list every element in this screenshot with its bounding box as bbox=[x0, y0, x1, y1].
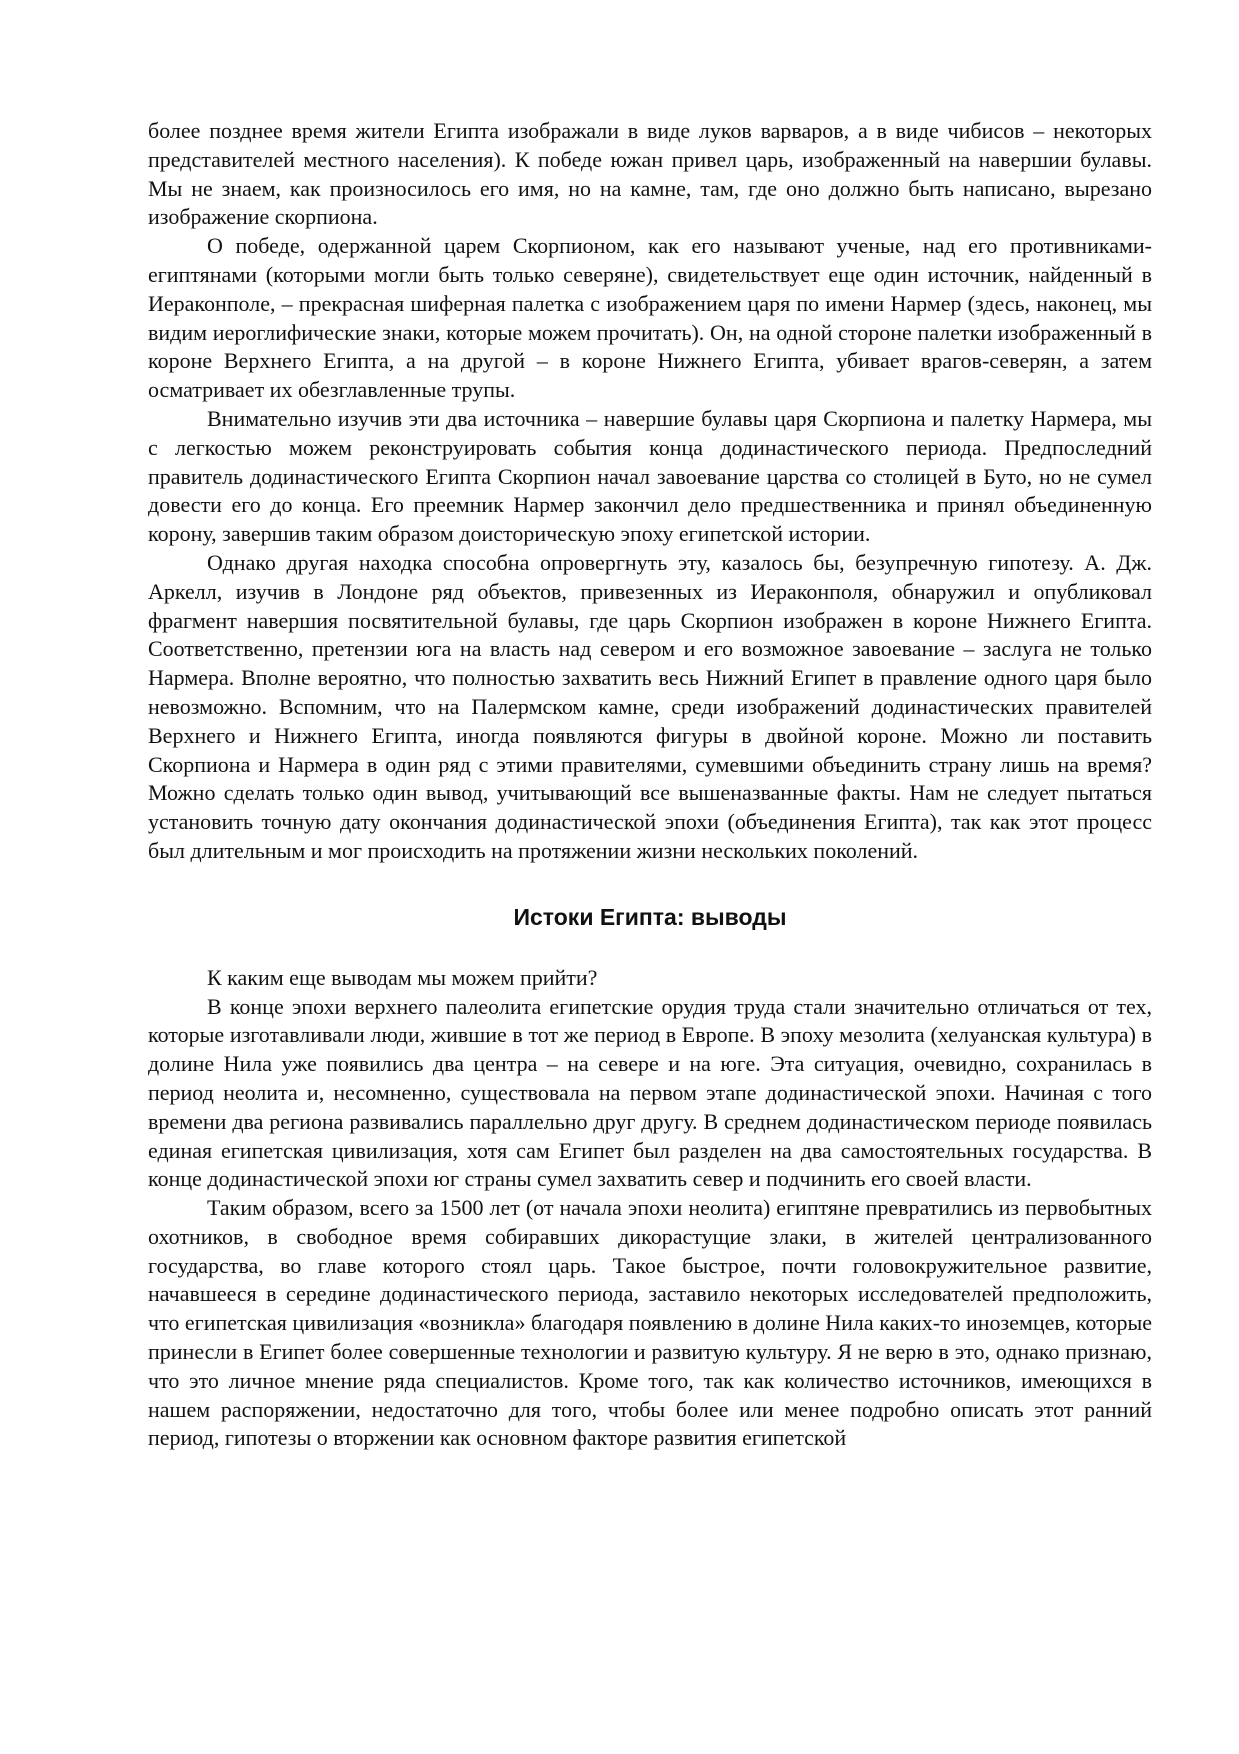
paragraph-arkell-finding: Однако другая находка способна опровергнуть эту, казалось бы, безупречную гипотезу. А. Дж. Аркелл, изучив в Лондоне ряд объектов, привезенных из Иераконполя, обнаружил и опубликовал фрагмент навершия посвятительной булавы, где царь Скорпион изображен в короне Нижнего Египта. Соответственно, претензии юга на власть над севером и его возможное завоевание – заслуга не только Нармера. Вполне вероятно, что полностью захватить весь Нижний Египет в правление одного царя было невозможно. Вспомним, что на Палермском камне, среди изображений додинастических правителей Верхнего и Нижнего Египта, иногда появляются фигуры в двойной короне. Можно ли поставить Скорпиона и Нармера в один ряд с этими правителями, сумевшими объединить страну лишь на время? Можно сделать только один вывод, учитывающий все вышеназванные факты. Нам не следует пытаться установить точную дату окончания додинастической эпохи (объединения Египта), так как этот процесс был длительным и мог происходить на протяжении жизни нескольких поколений. bbox=[148, 549, 1152, 863]
section-conclusions bbox=[148, 964, 1152, 1454]
paragraph-scorpion-narmer: О победе, одержанной царем Скорпионом, как его называют ученые, над его противниками-египтянами (которыми могли быть только северяне), свидетельствует еще один источник, найденный в Иераконполе, – прекрасная шиферная палетка с изображением царя по имени Нармер (здесь, наконец, мы видим иероглифические знаки, которые можем прочитать). Он, на одной стороне палетки изображенный в короне Верхнего Египта, а на другой – в короне Нижнего Египта, убивает врагов-северян, а затем осматривает их обезглавленные трупы. bbox=[148, 233, 1152, 403]
document-page bbox=[148, 117, 1152, 1453]
paragraph-reconstruction: Внимательно изучив эти два источника – навершие булавы царя Скорпиона и палетку Нармера, мы с легкостью можем реконструировать события конца додинастического периода. Предпоследний правитель додинастического Египта Скорпион начал завоевание царства со столицей в Буто, но не сумел довести его до конца. Его преемник Нармер закончил дело предшественника и принял объединенную корону, завершив таким образом доисторическую эпоху египетской истории. bbox=[148, 405, 1152, 547]
paragraph-continuation: более позднее время жители Египта изображали в виде луков варваров, а в виде чибисов – некоторых представителей местного населения). К победе южан привел царь, изображенный на навершии булавы. Мы не знаем, как произносилось его имя, но на камне, там, где оно должно быть написано, вырезано изображение скорпиона. bbox=[148, 118, 1152, 230]
paragraph-1500-years: Таким образом, всего за 1500 лет (от начала эпохи неолита) египтяне превратились из первобытных охотников, в свободное время собиравших дикорастущие злаки, в жителей централизованного государства, во главе которого стоял царь. Такое быстрое, почти головокружительное развитие, начавшееся в середине додинастического периода, заставило некоторых исследователей предположить, что египетская цивилизация «возникла» благодаря появлению в долине Нила каких-то иноземцев, которые принесли в Египет более совершенные технологии и развитую культуру. Я не верю в это, однако признаю, что это личное мнение ряда специалистов. Кроме того, так как количество источников, имеющихся в нашем распоряжении, недостаточно для того, чтобы более или менее подробно описать этот ранний период, гипотезы о вторжении как основном факторе развития египетской bbox=[148, 1195, 1152, 1451]
section-before-heading bbox=[148, 117, 1152, 866]
paragraph-paleolithic: В конце эпохи верхнего палеолита египетские орудия труда стали значительно отличаться от тех, которые изготавливали люди, жившие в тот же период в Европе. В эпоху мезолита (хелуанская культура) в долине Нила уже появились два центра – на севере и на юге. Эта ситуация, очевидно, сохранилась в период неолита и, несомненно, существовала на первом этапе додинастической эпохи. Начиная с того времени два региона развивались параллельно друг другу. В среднем додинастическом периоде появилась единая египетская цивилизация, хотя сам Египет был разделен на два самостоятельных государства. В конце додинастической эпохи юг страны сумел захватить север и подчинить его своей власти. bbox=[148, 993, 1152, 1192]
section-heading: Истоки Египта: выводы bbox=[513, 903, 787, 930]
paragraph-question: К каким еще выводам мы можем прийти? bbox=[207, 964, 598, 990]
